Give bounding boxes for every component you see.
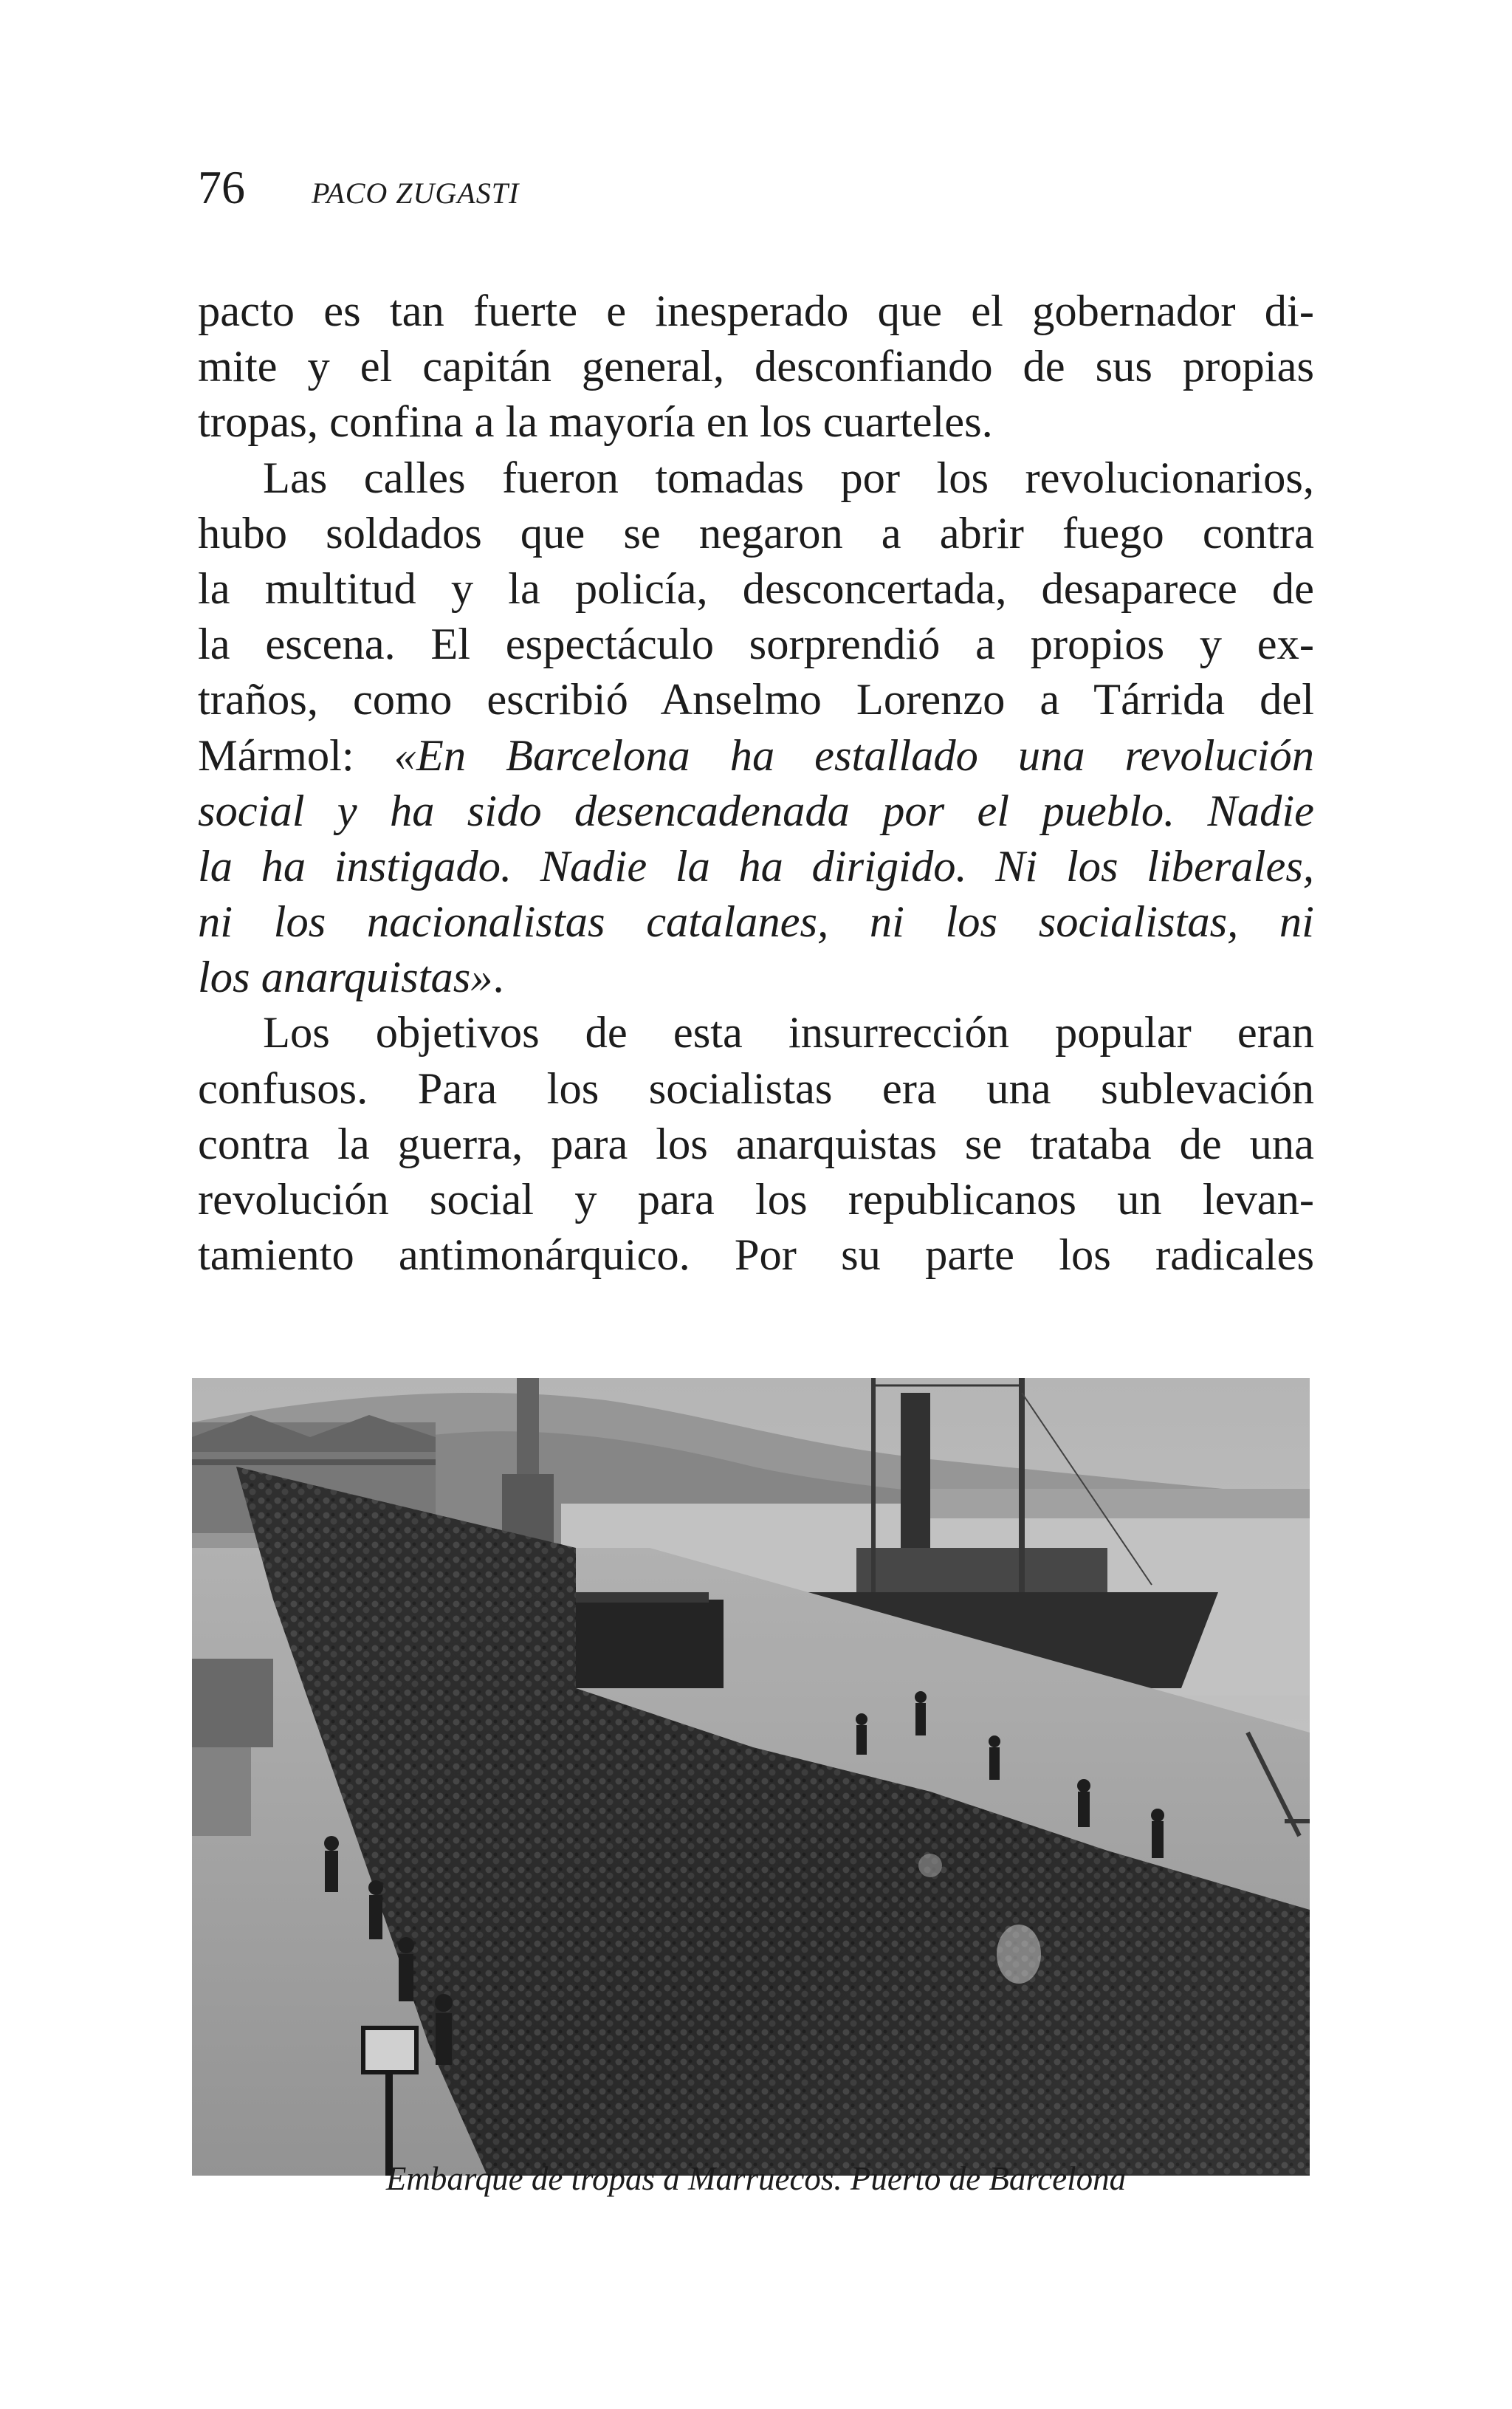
text-line: contra la guerra, para los anarquistas se trataba de una — [198, 1119, 1314, 1169]
page-number: 76 — [198, 161, 245, 213]
text-line: traños, como escribió Anselmo Lorenzo a Tárrida del — [198, 675, 1314, 725]
text-line: confusos. Para los socialistas era una sublevación — [198, 1063, 1314, 1114]
text-line: la multitud y la policía, desconcertada, desaparece de — [198, 563, 1314, 614]
text-line: pacto es tan fuerte e inesperado que el gobernador di- — [198, 287, 1314, 336]
body-text — [198, 284, 1314, 1283]
text-line: la escena. El espectáculo sorprendió a propios y ex- — [198, 620, 1314, 670]
quotation: social y ha sido desencadenada por el pueblo. Nadie — [198, 786, 1314, 836]
text-line: Mármol: «En Barcelona ha estallado una revolución — [198, 730, 1314, 781]
running-head: PACO ZUGASTI — [312, 177, 520, 210]
port-crowd-photo — [192, 1378, 1310, 2176]
text-line: revolución social y para los republicanos un levan- — [198, 1175, 1314, 1224]
text-line — [198, 894, 1314, 950]
historical-photograph — [192, 1378, 1310, 2176]
text-line: tamiento antimonárquico. Por su parte los radicales — [198, 1230, 1314, 1281]
text-line: Los objetivos de esta insurrección popular eran — [263, 1008, 1314, 1058]
text-line: los anarquistas». — [198, 953, 504, 1003]
text-line: mite y el capitán general, desconfiando de sus propias — [198, 342, 1314, 392]
text-line: hubo soldados que se negaron a abrir fuego contra — [198, 508, 1314, 558]
quotation: la ha instigado. Nadie la ha dirigido. Ni los liberales, — [198, 841, 1314, 891]
text-line: Las calles fueron tomadas por los revolucionarios, — [263, 453, 1314, 503]
text-line: tropas, confina a la mayoría en los cuarteles. — [198, 397, 993, 448]
text-line — [198, 839, 1314, 894]
text-line — [198, 784, 1314, 839]
quotation: los anarquistas» — [198, 953, 493, 1003]
quotation: ni los nacionalistas catalanes, ni los socialistas, ni — [198, 897, 1314, 948]
quotation: «En Barcelona ha estallado una revolución — [394, 730, 1314, 781]
page-header — [198, 161, 520, 213]
figure-caption: Embarque de tropas a Marruecos. Puerto de Barcelona — [385, 2160, 1127, 2197]
